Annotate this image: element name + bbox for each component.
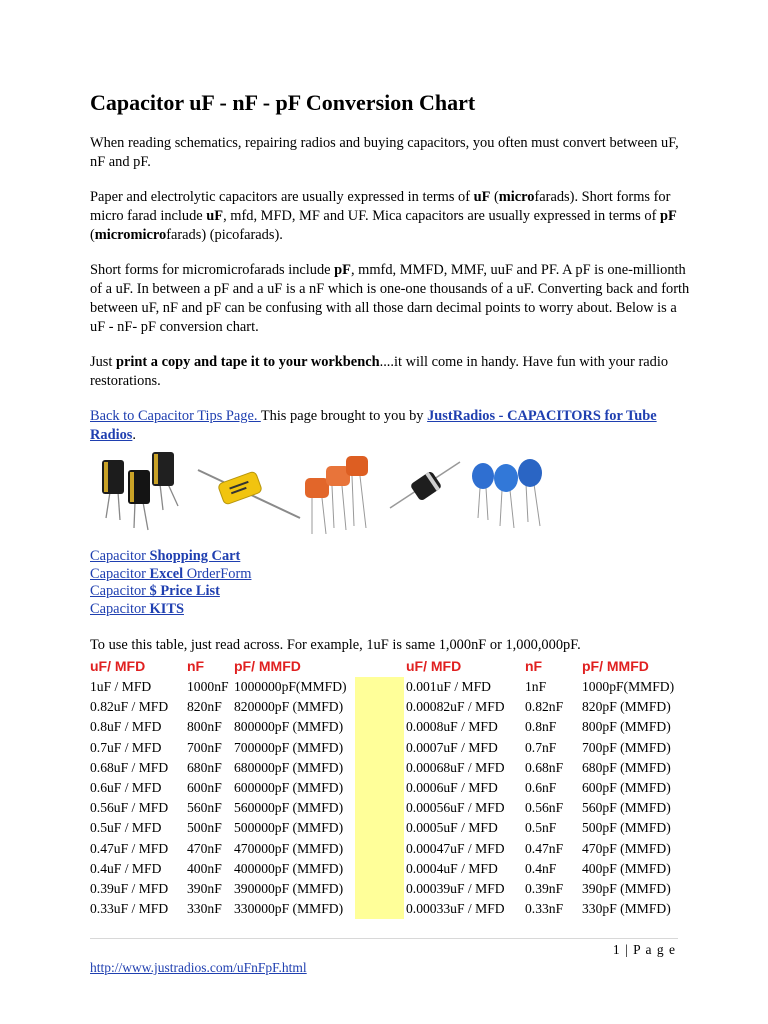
table-cell: 0.00047uF / MFD (406, 840, 505, 856)
table-cell: 560nF (187, 800, 222, 816)
text-run: ( (490, 189, 499, 206)
table-cell: 0.56nF (525, 800, 564, 816)
bold-run: uF (473, 189, 491, 206)
bold-run: pF (334, 262, 351, 279)
capacitor-images (90, 448, 690, 540)
intro-paragraph: When reading schematics, repairing radios and buying capacitors, you often must convert between uF, nF and pF. (90, 135, 679, 171)
table-cell: 0.001uF / MFD (406, 679, 491, 695)
table-cell: 1000nF (187, 679, 229, 695)
table-cell: 0.0004uF / MFD (406, 860, 498, 876)
bold-run: uF (206, 208, 224, 225)
highlight-spacer-cell (355, 879, 404, 899)
table-cell: 800pF (MMFD) (582, 719, 671, 735)
table-cell: 390pF (MMFD) (582, 880, 671, 896)
table-cell: 0.47uF / MFD (90, 840, 169, 856)
electrolytic-capacitors-image (102, 452, 178, 530)
page-number: 1 | P a g e (612, 942, 676, 957)
table-cell: 0.0006uF / MFD (406, 780, 498, 796)
table-cell: 0.0005uF / MFD (406, 820, 498, 836)
table-cell: 500000pF (MMFD) (234, 820, 344, 836)
excel-orderform-link[interactable] (90, 566, 251, 584)
table-cell: 800nF (187, 719, 222, 735)
table-cell: 600pF (MMFD) (582, 780, 671, 796)
link-bold-text: KITS (149, 600, 184, 617)
table-cell: 0.39uF / MFD (90, 880, 169, 896)
column-header: nF (187, 658, 205, 674)
table-cell: 0.00068uF / MFD (406, 759, 505, 775)
table-row (88, 677, 681, 697)
table-cell: 0.39nF (525, 880, 564, 896)
column-header: nF (525, 658, 543, 674)
table-cell: 0.5uF / MFD (90, 820, 162, 836)
order-links (90, 548, 251, 618)
table-cell: 400pF (MMFD) (582, 860, 671, 876)
table-cell: 390000pF (MMFD) (234, 880, 344, 896)
table-cell: 330pF (MMFD) (582, 901, 671, 917)
table-row (88, 758, 681, 778)
table-cell: 0.68nF (525, 759, 564, 775)
table-row (88, 899, 681, 919)
table-cell: 330000pF (MMFD) (234, 901, 344, 917)
highlight-spacer-cell (355, 738, 404, 758)
table-cell: 680pF (MMFD) (582, 759, 671, 775)
table-cell: 0.8nF (525, 719, 557, 735)
table-cell: 400nF (187, 860, 222, 876)
table-cell: 0.0007uF / MFD (406, 739, 498, 755)
spacer-cell (355, 655, 404, 677)
table-cell: 0.82nF (525, 699, 564, 715)
table-cell: 470nF (187, 840, 222, 856)
table-cell: 820000pF (MMFD) (234, 699, 344, 715)
table-cell: 0.33uF / MFD (90, 901, 169, 917)
price-list-link[interactable] (90, 583, 251, 601)
kits-link[interactable] (90, 601, 251, 619)
capacitor-tips-link[interactable]: Back to Capacitor Tips Page. (90, 408, 261, 425)
table-cell: 470pF (MMFD) (582, 840, 671, 856)
paragraph-short-forms (90, 261, 690, 337)
link-prefix: Capacitor (90, 548, 150, 564)
paragraph-links (90, 407, 690, 445)
text-run: ( (90, 227, 95, 244)
radial-capacitor-image (390, 462, 460, 508)
table-cell: 0.00039uF / MFD (406, 880, 505, 896)
conversion-table (88, 655, 681, 919)
disc-capacitors-image (472, 459, 542, 528)
bold-run: micromicro (94, 227, 167, 244)
highlight-spacer-cell (355, 717, 404, 737)
text-run: This page brought to you by (260, 408, 428, 425)
table-cell: 1nF (525, 679, 547, 695)
table-intro: To use this table, just read across. For example, 1uF is same 1,000nF or 1,000,000pF. (90, 637, 581, 653)
table-row (88, 879, 681, 899)
text-run: Just (90, 354, 116, 371)
table-cell: 500nF (187, 820, 222, 836)
table-cell: 390nF (187, 880, 222, 896)
link-prefix: Capacitor (90, 583, 150, 599)
table-cell: 0.4nF (525, 860, 557, 876)
table-cell: 0.00082uF / MFD (406, 699, 505, 715)
table-cell: 400000pF (MMFD) (234, 860, 344, 876)
highlight-spacer-cell (355, 839, 404, 859)
table-row (88, 798, 681, 818)
highlight-spacer-cell (355, 798, 404, 818)
table-cell: 0.8uF / MFD (90, 719, 162, 735)
column-header: uF/ MFD (406, 658, 462, 674)
table-cell: 0.6uF / MFD (90, 780, 162, 796)
table-cell: 500pF (MMFD) (582, 820, 671, 836)
shopping-cart-link[interactable] (90, 548, 251, 566)
bold-run: pF (659, 208, 677, 225)
table-cell: 600000pF (MMFD) (234, 780, 344, 796)
table-row (88, 778, 681, 798)
table-cell: 0.00056uF / MFD (406, 800, 505, 816)
justradios-link[interactable]: JustRadios - CAPACITORS for Tube Radios (90, 408, 657, 444)
table-cell: 0.00033uF / MFD (406, 901, 505, 917)
text-run: farads). Short forms for micro farad include (90, 189, 671, 225)
table-cell: 820pF (MMFD) (582, 699, 671, 715)
link-suffix: OrderForm (183, 565, 252, 582)
table-cell: 0.6nF (525, 780, 557, 796)
text-run: . (132, 427, 136, 444)
table-cell: 0.33nF (525, 901, 564, 917)
highlight-spacer-cell (355, 677, 404, 697)
table-cell: 0.82uF / MFD (90, 699, 169, 715)
table-cell: 1uF / MFD (90, 679, 152, 695)
table-cell: 820nF (187, 699, 222, 715)
table-cell: 0.68uF / MFD (90, 759, 169, 775)
table-cell: 0.47nF (525, 840, 564, 856)
table-cell: 0.5nF (525, 820, 557, 836)
table-header-row (88, 655, 681, 677)
bold-run: micro (498, 189, 535, 206)
table-cell: 1000000pF(MMFD) (234, 679, 347, 695)
paragraph-print-copy (90, 353, 690, 391)
column-header: pF/ MMFD (582, 658, 649, 674)
table-cell: 0.7nF (525, 739, 557, 755)
ceramic-capacitors-image (305, 456, 368, 534)
table-cell: 600nF (187, 780, 222, 796)
highlight-spacer-cell (355, 758, 404, 778)
bold-run: print a copy and tape it to your workbench (116, 354, 380, 371)
highlight-spacer-cell (355, 697, 404, 717)
table-cell: 0.4uF / MFD (90, 860, 162, 876)
table-cell: 800000pF (MMFD) (234, 719, 344, 735)
footer-url-link[interactable] (90, 960, 307, 976)
table-cell: 0.56uF / MFD (90, 800, 169, 816)
table-cell: 330nF (187, 901, 222, 917)
table-cell: 0.0008uF / MFD (406, 719, 498, 735)
text-run: , mmfd, MMFD, MMF, uuF and PF. A pF is one-millionth of a uF. In between a pF and a uF is a nF which is one-one thousands of a uF. Converting back and forth between uF, nF and pF can be confusing with all those darn decimal points to worry about. Below is a uF - nF- pF conversion chart. (90, 262, 690, 336)
table-row (88, 859, 681, 879)
column-header: uF/ MFD (90, 658, 146, 674)
table-cell: 680000pF (MMFD) (234, 759, 344, 775)
table-cell: 560pF (MMFD) (582, 800, 671, 816)
text-run: Short forms for micromicrofarads include (90, 262, 335, 279)
text-run: ....it will come in handy. Have fun with your radio restorations. (90, 354, 669, 390)
table-row (88, 738, 681, 758)
footer-divider (90, 938, 678, 939)
table-row (88, 697, 681, 717)
axial-capacitor-image (198, 470, 300, 518)
table-cell: 560000pF (MMFD) (234, 800, 344, 816)
text-run: farads) (picofarads). (166, 227, 283, 244)
table-row (88, 818, 681, 838)
table-cell: 1000pF(MMFD) (582, 679, 675, 695)
link-prefix: Capacitor (90, 600, 150, 617)
table-cell: 700000pF (MMFD) (234, 739, 344, 755)
link-prefix: Capacitor (90, 565, 150, 582)
paragraph-electrolytic (90, 188, 690, 245)
table-cell: 700pF (MMFD) (582, 739, 671, 755)
link-bold-text: Excel (149, 565, 184, 582)
highlight-spacer-cell (355, 818, 404, 838)
link-bold-text: Shopping Cart (149, 548, 241, 564)
table-row (88, 839, 681, 859)
highlight-spacer-cell (355, 899, 404, 919)
table-cell: 0.7uF / MFD (90, 739, 162, 755)
highlight-spacer-cell (355, 859, 404, 879)
column-header: pF/ MMFD (234, 658, 301, 674)
text-run: , mfd, MFD, MF and UF. Mica capacitors are usually expressed in terms of (223, 208, 660, 225)
link-bold-text: $ Price List (149, 583, 220, 599)
table-cell: 470000pF (MMFD) (234, 840, 344, 856)
document-page (90, 90, 690, 461)
text-run: Paper and electrolytic capacitors are usually expressed in terms of (90, 189, 474, 206)
highlight-spacer-cell (355, 778, 404, 798)
table-row (88, 717, 681, 737)
footer-url-text[interactable]: http://www.justradios.com/uFnFpF.html (90, 960, 307, 975)
table-cell: 680nF (187, 759, 222, 775)
page-title: Capacitor uF - nF - pF Conversion Chart (90, 90, 476, 115)
table-cell: 700nF (187, 739, 222, 755)
